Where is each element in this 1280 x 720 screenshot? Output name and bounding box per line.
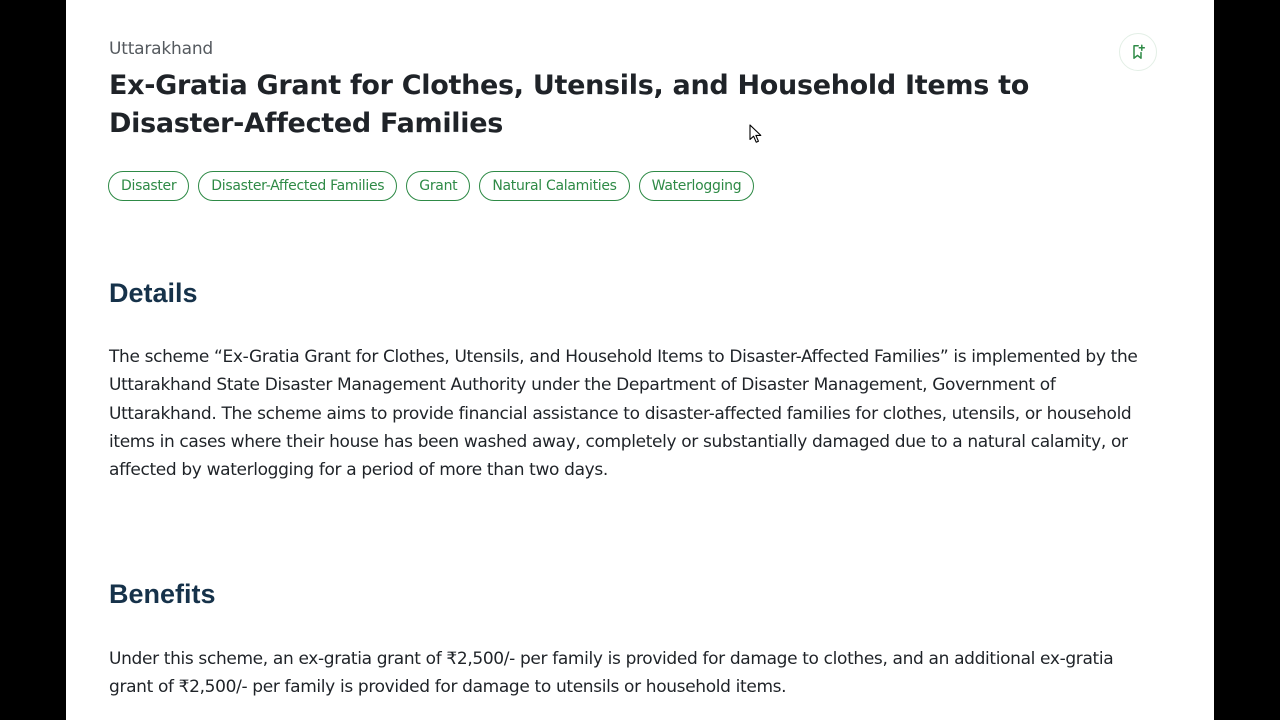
tag-disaster-affected-families[interactable]: Disaster-Affected Families [198, 171, 397, 201]
tag-natural-calamities[interactable]: Natural Calamities [479, 171, 629, 201]
tag-waterlogging[interactable]: Waterlogging [639, 171, 755, 201]
bookmark-add-icon [1130, 44, 1146, 60]
details-text: The scheme “Ex-Gratia Grant for Clothes, Utensils, and Household Items to Disaster-Affected Families” is implemented by the Uttarakhand State Disaster Management Authority under the Department of Disaster Management, Government of Uttarakhand. The scheme aims to provide financial assistance to disaster-affected families for clothes, utensils, or household items in cases where their house has been washed away, completely or substantially damaged due to a natural calamity, or affected by waterlogging for a period of more than two days. [109, 347, 1138, 481]
tag-grant[interactable]: Grant [406, 171, 470, 201]
benefits-heading: Benefits [109, 579, 216, 609]
tag-list [108, 171, 754, 201]
bookmark-button[interactable] [1119, 33, 1157, 71]
scheme-page [66, 0, 1214, 720]
details-heading: Details [109, 278, 198, 308]
benefits-text: Under this scheme, an ex-gratia grant of ₹2,500/- per family is provided for damage to clothes, and an additional ex-gratia grant of ₹2,500/- per family is provided for damage to utensils or household items. [109, 649, 1114, 698]
state-label: Uttarakhand [109, 39, 214, 59]
mouse-cursor-icon [749, 124, 763, 144]
page-title: Ex-Gratia Grant for Clothes, Utensils, and Household Items to Disaster-Affected Families [109, 70, 1029, 139]
tag-disaster[interactable]: Disaster [108, 171, 189, 201]
